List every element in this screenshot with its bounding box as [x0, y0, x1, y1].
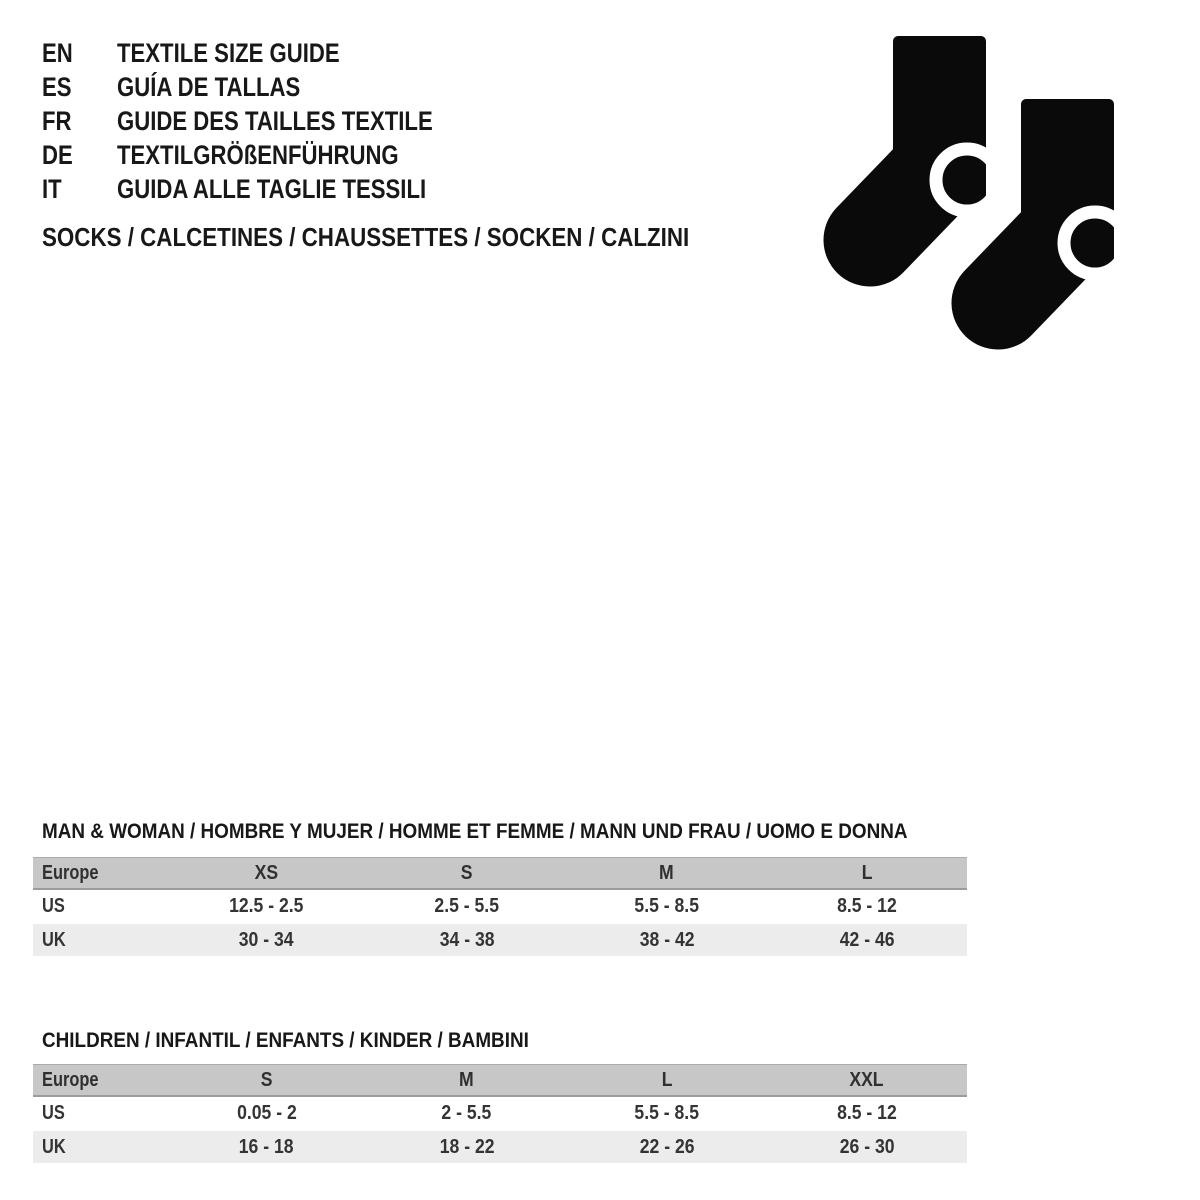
size-table-children	[33, 1064, 967, 1163]
size-value: 8.5 - 12	[767, 1096, 967, 1130]
column-header-size: L	[567, 1065, 767, 1097]
size-value: 26 - 30	[767, 1130, 967, 1163]
socks-icon	[818, 28, 1138, 353]
section-title-children: CHILDREN / INFANTIL / ENFANTS / KINDER / BAMBINI	[42, 1029, 529, 1052]
column-header-size: XXL	[767, 1065, 967, 1097]
table-row-uk	[33, 923, 967, 956]
language-code: DE	[42, 140, 73, 170]
table-header-row	[33, 1065, 967, 1097]
size-value: 5.5 - 8.5	[567, 889, 767, 923]
product-line-subtitle: SOCKS / CALCETINES / CHAUSSETTES / SOCKEN / CALZINI	[42, 222, 690, 252]
size-value: 42 - 46	[767, 923, 967, 956]
guide-title-it: GUIDA ALLE TAGLIE TESSILI	[117, 174, 427, 204]
column-header-size: XS	[167, 858, 367, 890]
column-header-size: S	[367, 858, 567, 890]
size-value: 18 - 22	[367, 1130, 567, 1163]
guide-title-es: GUÍA DE TALLAS	[117, 72, 301, 102]
language-row-fr	[42, 104, 502, 138]
guide-title-de: TEXTILGRÖßENFÜHRUNG	[117, 140, 399, 170]
column-header-region: Europe	[33, 1065, 167, 1097]
table-row-us	[33, 889, 967, 923]
column-header-size: M	[567, 858, 767, 890]
language-header	[42, 36, 502, 206]
column-header-size: L	[767, 858, 967, 890]
row-label: UK	[33, 923, 167, 956]
column-header-size: M	[367, 1065, 567, 1097]
language-row-en	[42, 36, 502, 70]
size-value: 22 - 26	[567, 1130, 767, 1163]
size-value: 16 - 18	[167, 1130, 367, 1163]
size-value: 30 - 34	[167, 923, 367, 956]
size-value: 38 - 42	[567, 923, 767, 956]
language-code: ES	[42, 72, 72, 102]
table-header-row	[33, 858, 967, 890]
size-value: 12.5 - 2.5	[167, 889, 367, 923]
size-value: 0.05 - 2	[167, 1096, 367, 1130]
table-row-uk	[33, 1130, 967, 1163]
size-value: 34 - 38	[367, 923, 567, 956]
size-value: 8.5 - 12	[767, 889, 967, 923]
language-code: IT	[42, 174, 62, 204]
size-table-man-woman	[33, 857, 967, 956]
size-value: 2 - 5.5	[367, 1096, 567, 1130]
column-header-size: S	[167, 1065, 367, 1097]
section-title-man-woman: MAN & WOMAN / HOMBRE Y MUJER / HOMME ET FEMME / MANN UND FRAU / UOMO E DONNA	[42, 820, 908, 843]
row-label: UK	[33, 1130, 167, 1163]
row-label: US	[33, 1096, 167, 1130]
language-code: FR	[42, 106, 72, 136]
row-label: US	[33, 889, 167, 923]
guide-title-fr: GUIDE DES TAILLES TEXTILE	[117, 106, 433, 136]
language-code: EN	[42, 38, 73, 68]
language-row-es	[42, 70, 502, 104]
table-row-us	[33, 1096, 967, 1130]
size-value: 2.5 - 5.5	[367, 889, 567, 923]
language-row-de	[42, 138, 502, 172]
size-value: 5.5 - 8.5	[567, 1096, 767, 1130]
column-header-region: Europe	[33, 858, 167, 890]
guide-title-en: TEXTILE SIZE GUIDE	[117, 38, 340, 68]
language-row-it	[42, 172, 502, 206]
